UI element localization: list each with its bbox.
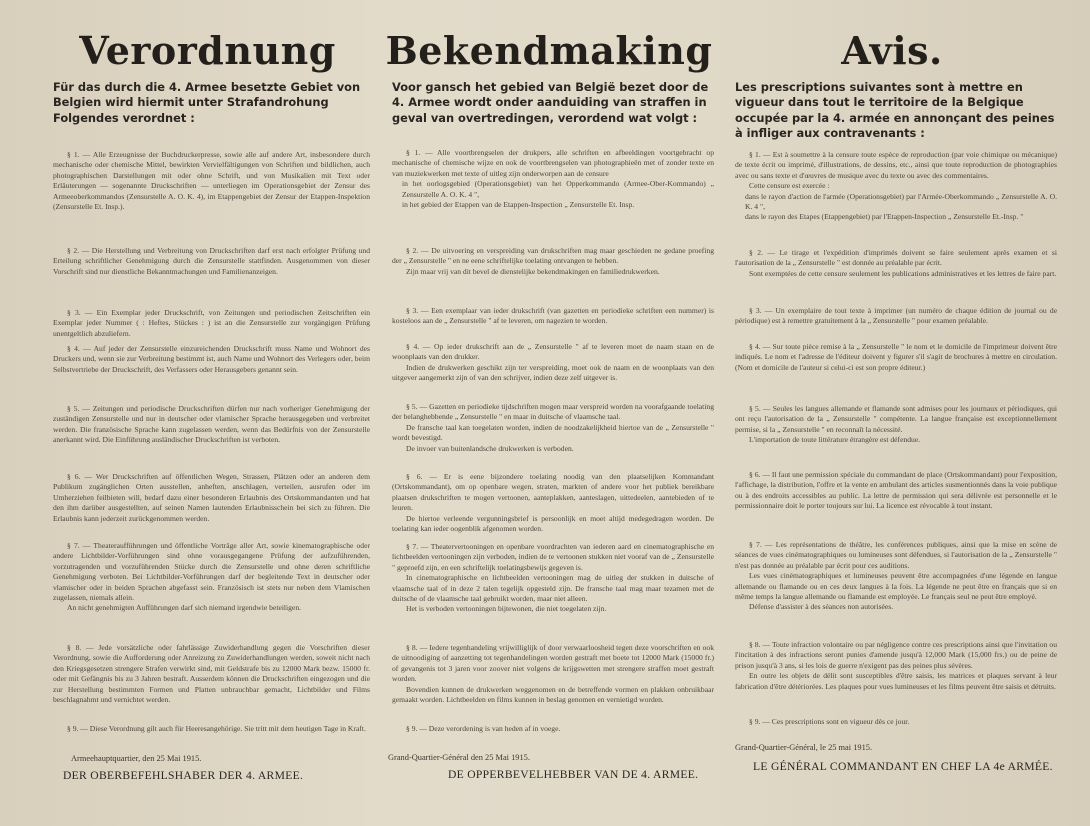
section-1-german <box>53 150 370 212</box>
paragraph: § 3. — Un exemplaire de tout texte à imprimer (un numéro de chaque édition de journal ou de périodique) est à remettre gratuitement à la „ Zensurstelle " pour examen préalable. <box>735 306 1057 326</box>
signature-german: DER OBERBEFEHLSHABER DER 4. ARMEE. <box>63 769 304 782</box>
section-1-dutch <box>392 148 714 210</box>
paragraph: L'importation de toute littérature étrangère est défendue. <box>749 435 921 445</box>
date-german: Armeehauptquartier, den 25 Mai 1915. <box>71 754 202 763</box>
section-8-french <box>735 640 1057 692</box>
date-french: Grand-Quartier-Général, le 25 mai 1915. <box>735 743 873 752</box>
section-5-german <box>53 404 370 446</box>
section-8-german <box>53 643 370 705</box>
paragraph: § 6. — Er is eene bijzondere toelating noodig van den plaatselijken Kommandant (Ortskommandant), om op openbare wegen, straten, markten of andere voor het publiek bereikbare plaatsen drukschriften te mogen vertoonen, aanteplakken, aanteslagen, uittedeelen, aantebieden of te leuren. <box>392 472 714 513</box>
section-3-german <box>53 308 370 339</box>
intro-german: Für das durch die 4. Armee besetzte Gebiet von Belgien wird hiermit unter Strafandrohung Folgendes verordnet : <box>53 80 361 125</box>
paragraph: Bovendien kunnen de drukwerken weggenomen en de betreffende vormen en plakken onbruikbaar gemaakt worden. Lichtbeelden en films kunnen in beslag genomen en vernietigd worden. <box>392 684 714 705</box>
title-dutch: Bekendmaking <box>385 28 713 73</box>
paragraph: § 1. — Est à soumettre à la censure toute espèce de reproduction (par voie chimique ou mécanique) de texte écrit ou imprimé, d'illustrations, de dessins, etc., ainsi que toute reproduction de photographies avec ou sans texte et d'œuvres de musique avec du texte ou avec des commentaires. <box>735 150 1057 180</box>
paragraph: § 6. — Il faut une permission spéciale du commandant de place (Ortskommandant) pour l'exposition, l'affichage, la distribution, l'offre et la vente en ambulant des articles susmentionnés dans la voie publique ou à des endroits accessibles au public. La lettre de permission qui sera délivrée est personnelle et le permissionnaire doit le porter toujours sur lui. La licence est révocable à tout instant. <box>735 470 1057 511</box>
paragraph: Défense d'assister à des séances non autorisées. <box>749 602 894 612</box>
paragraph: De invoer van buitenlandsche drukwerken is verboden. <box>406 443 574 453</box>
paragraph: § 3. — Ein Exemplar jeder Druckschrift, von Zeitungen und periodischen Zeitschriften ein Exemplar jeder Nummer ( : Heftes, Stückes : ) ist an die Zensurstelle zur vorgängigen Prüfung unentgeltlich abzuliefern. <box>53 308 370 338</box>
section-2-french <box>735 248 1057 279</box>
paragraph: in het gebied der Etappen van de Etappen-Inspection „ Zensurstelle Et. Insp. <box>402 200 635 210</box>
section-4-dutch <box>392 342 714 384</box>
section-5-french <box>735 404 1057 446</box>
paragraph: § 3. — Een exemplaar van ieder drukschrift (van gazetten en periodieke schriften een nummer) is kosteloos aan de „ Zensurstelle " af te leveren, om nagezien te worden. <box>392 306 714 326</box>
paragraph: § 1. — Alle Erzeugnisse der Buchdruckerpresse, sowie alle auf andere Art, insbesondere durch mechanische oder chemische Mittel, bewirkten Vervielfältigungen von Schriften und bildlichen, auch photographischen Darstellungen mit oder ohne Schrift, und von Musikalien mit Text oder Erläuterungen — sogenannte Druckschriften — unterliegen im Operationsgebiet der Zensur des Armeeoberkommandos (Zensurstelle A. O. K. 4), im Etappengebiet der Zensur der Etappen-Inspektion (Zensurstelle Et. Insp.). <box>53 150 370 212</box>
section-8-dutch <box>392 643 714 705</box>
paragraph: § 5. — Gazetten en periodieke tijdschriften mogen maar verspreid worden na voorafgaande toelating der belanghebbende „ Zensurstelle " en maar in duitsche of vlaamsche taal. <box>392 402 714 422</box>
paragraph: § 7. — Les représentations de théâtre, les conférences publiques, ainsi que la mise en scène de séances de vues cinématographiques ou lumineuses sont défendues, si l'autorisation de la „ Zensurstelle " n'est pas donnée au préalable par écrit pour ces auditions. <box>735 540 1057 570</box>
paragraph: § 9. — Ces prescriptions sont en vigueur dès ce jour. <box>749 717 910 726</box>
paragraph: § 2. — Die Herstellung und Verbreitung von Druckschriften darf erst nach erfolgter Prüfung und Erteilung schriftlicher Genehmigung durch die Zensurstelle stattfinden. Ausgenommen von dieser Vorschrift sind nur dienstliche Bekanntmachungen und Familienanzeigen. <box>53 246 370 276</box>
signature-dutch: DE OPPERBEVELHEBBER VAN DE 4. ARMEE. <box>448 768 699 781</box>
paragraph: in het oorlogsgebied (Operationsgebiet) van het Opperkommando (Armee-Ober-Kommando) „ Zensurstelle A. O. K. 4 ", <box>402 179 714 199</box>
signature-french: LE GÉNÉRAL COMMANDANT EN CHEF LA 4e ARMÉE. <box>753 760 1053 773</box>
section-2-german <box>53 246 370 277</box>
section-6-french <box>735 470 1057 512</box>
intro-french: Les prescriptions suivantes sont à mettre en vigueur dans tout le territoire de la Belgique occupée par la 4. armée en annonçant des peines à infliger aux contravenants : <box>735 80 1055 141</box>
section-3-dutch <box>392 306 714 327</box>
paragraph: De fransche taal kan toegelaten worden, indien de noodzakelijkheid hiertoe van de „ Zensurstelle " wordt bevestigd. <box>392 422 714 443</box>
paragraph: § 4. — Auf jeder der Zensurstelle einzureichenden Druckschrift muss Name und Wohnort des Druckers und, wenn sie zur Verbreitung bestimmt ist, auch Name und Wohnort des Verlegers oder, beim Selbstvertriebe der Druckschrift, des Verfassers oder Herausgebers genannt sein. <box>53 344 370 374</box>
title-german: Verordnung <box>79 28 336 73</box>
paragraph: De hiertoe verleende vergunningsbrief is persoonlijk en moet altijd medegedragen worden. De toelating kan ieder oogenblik afgenomen worden. <box>392 513 714 534</box>
section-9-dutch <box>392 724 714 734</box>
section-2-dutch <box>392 246 714 277</box>
section-7-german <box>53 541 370 614</box>
column-german <box>45 0 370 826</box>
paragraph: § 6. — Wer Druckschriften auf öffentlichen Wegen, Strassen, Plätzen oder an anderen dem Publikum zugänglichen Orten ausstellen, anheften, anschlagen, verteilen, ausrufen oder im Umherziehen feilbieten will, bedarf dazu einer besonderen Erlaubnis des Ortskommandanten und hat den ihm darüber ausgestellten, auf seinen Namen lautenden Erlaubnisschein bei sich zu führen. Die Erlaubnis kann jederzeit zurückgenommen werden. <box>53 472 370 523</box>
section-6-german <box>53 472 370 524</box>
paragraph: § 1. — Alle voortbrengselen der drukpers, alle schriften en afbeeldingen voortgebracht op mechanische of chemische wijze en ook de voortbrengselen van photographieën met of zonder texte en van muziekwerken met texte of uitleg zijn onderworpen aan de censure <box>392 148 714 178</box>
paragraph: § 7. — Theateraufführungen und öffentliche Vorträge aller Art, sowie kinematographische oder andere Lichtbilder-Vorführungen sind ohne vorausgegangene Prüfung der aufzuführenden, vorzutragenden und vorzuführenden Stücke durch die Zensurstelle und ohne deren schriftliche Genehmigung verboten. Bei Lichtbilder-Vorführungen darf der begleitende Text in deutscher oder vlamischer oder in beiden Sprachen abgefasst sein. Französisch ist stets nur neben dem Vlamischen zugelassen, niemals allein. <box>53 541 370 603</box>
section-4-german <box>53 344 370 375</box>
paragraph: § 8. — Toute infraction volontaire ou par négligence contre ces prescriptions ainsi que l'invitation ou l'incitation à des infractions seront punies d'amende jusqu'à 12,000 Mark (15,000 frs.) ou de peine de prison jusqu'à 3 ans, si les lois de guerre n'exigent pas des peines plus sévères. <box>735 640 1057 670</box>
section-7-dutch <box>392 542 714 615</box>
section-3-french <box>735 306 1057 327</box>
paragraph: § 5. — Zeitungen und periodische Druckschriften dürfen nur nach vorheriger Genehmigung der zuständigen Zensurstelle und nur in deutscher oder vlamischer Sprache herausgegeben und verbreitet werden. Die französische Sprache kann zugelassen werden, wenn das Bedürfnis von der Zensurstelle anerkannt wird. Die Einführung ausländischer Druckschriften ist verboten. <box>53 404 370 445</box>
paragraph: § 9. — Deze verordening is van heden af in voege. <box>406 724 561 733</box>
paragraph: § 2. — De uitvoering en verspreiding van drukschriften mag maar geschieden ne gedane proefing der „ Zensurstelle " en ne eene schriftelijke toelating ontvangen te hebben. <box>392 246 714 266</box>
paragraph: Indien de drukwerken geschikt zijn ter verspreiding, moet ook de naam en de woonplaats van den uitgever aangemerkt zijn of van den schrijver, indien deze zelf uitgever is. <box>392 362 714 383</box>
section-7-french <box>735 540 1057 613</box>
intro-dutch: Voor gansch het gebied van België bezet door de 4. Armee wordt onder aanduiding van straffen in geval van overtredingen, verordend wat volgt : <box>392 80 709 125</box>
paragraph: In cinematographische en lichtbeelden vertooningen mag de uitleg der stukken in duitsche of vlaamsche taal of in deze 2 talen tegelijk opgesteld zijn. De fransche taal mag maar tezamen met de duitsche of de vlaamsche taal gebruikt worden, maar niet alleen. <box>392 573 714 604</box>
section-5-dutch <box>392 402 714 454</box>
paragraph: Het is verboden vertooningen bijtewonen, die niet toegelaten zijn. <box>406 604 607 614</box>
column-dutch <box>384 0 714 826</box>
paragraph: § 5. — Seules les langues allemande et flamande sont admises pour les journaux et périodiques, qui ont reçu l'autorisation de la „ Zensurstelle " compétente. La langue française est exceptionnellement permise, si la „ Zensurstelle " en reconnaît la nécessité. <box>735 404 1057 434</box>
paragraph: § 7. — Theatervertooningen en openbare voordrachten van iederen aard en cinematographische en lichtbeelden vertooningen zijn verboden, indien de te vertoonen stukken niet vooraf van de „ Zensurstelle " geproefd zijn, en een schriftelijk toelatingsbewijs gegeven is. <box>392 542 714 572</box>
paragraph: § 9. — Diese Verordnung gilt auch für Heeresangehörige. Sie tritt mit dem heutigen Tage in Kraft. <box>67 724 366 733</box>
section-4-french <box>735 342 1057 373</box>
section-6-dutch <box>392 472 714 534</box>
paragraph: An nicht genehmigten Aufführungen darf sich niemand irgendwie beteiligen. <box>67 603 302 613</box>
title-french: Avis. <box>841 28 943 73</box>
section-9-german <box>53 724 370 734</box>
paragraph: § 8. — Jede vorsätzliche oder fahrlässige Zuwiderhandlung gegen die Vorschriften dieser Verordnung, sowie die Aufforderung oder Anreizung zu Zuwiderhandlungen werden, soweit nicht nach den Kriegsgesetzen strengere Strafen verwirkt sind, mit Geldstrafe bis zu 12000 Mark bezw. 15000 fr. oder mit Gefängnis bis zu 3 Jahren bestraft. Ausserdem können die Druckschriften eingezogen und die zur Herstellung bestimmten Formen und Platten unbrauchbar gemacht, Lichtbilder und Films beschlagnahmt und vernichtet werden. <box>53 643 370 705</box>
paragraph: Cette censure est exercée : <box>749 181 830 191</box>
paragraph: Sont exemptées de cette censure seulement les publications administratives et les lettres de faire part. <box>749 268 1057 278</box>
paragraph: Les vues cinématographiques et lumineuses peuvent être accompagnées d'une légende en langue allemande ou flamande ou en ces deux langues à la fois. La légende ne peut être en français que si en même temps la langue allemande ou flamande est employée. Le français seul ne peut être employé. <box>735 571 1057 602</box>
paragraph: En outre les objets de délit sont susceptibles d'être saisis, les matrices et plaques servant à leur fabrication d'être détériorées. Les plaques pour vues lumineuses et les films peuvent être saisis et détruits. <box>735 671 1057 691</box>
date-dutch: Grand-Quartier-Général den 25 Mai 1915. <box>388 753 530 762</box>
paragraph: Zijn maar vrij van dit bevel de dienstelijke bekendmakingen en familiedrukwerken. <box>406 266 660 276</box>
column-french <box>727 0 1057 826</box>
section-1-french <box>735 150 1057 223</box>
paragraph: dans le rayon d'action de l'armée (Operationsgebiet) par l'Armée-Oberkommando „ Zensurstelle A. O. K. 4 ", <box>745 191 1057 212</box>
paragraph: § 4. — Sur toute pièce remise à la „ Zensurstelle " le nom et le domicile de l'imprimeur doivent être indiqués. Le nom et l'adresse de l'éditeur doivent y figurer s'il s'agit de brochures à mettre en circulation. (Nom et domicile de l'auteur si celui-ci est son propre éditeur.) <box>735 342 1057 372</box>
paragraph: dans le rayon des Etapes (Etappengebiet) par l'Etappen-Inspection „ Zensurstelle Et.-Insp. " <box>745 212 1024 222</box>
section-9-french <box>735 717 1057 727</box>
paragraph: § 4. — Op ieder drukschrift aan de „ Zensurstelle " af te leveren moet de naam staan en de woonplaats van den drukker. <box>392 342 714 362</box>
paragraph: § 8. — Iedere tegenhandeling vrijwilliglijk of door verwaarloosheid tegen deze voorschriften en ook de uitnoodiging of aanzetting tot tegenhandelingen worden gestraft met boete tot 12000 Mark (15000 fr.) of gevangenis tot 3 jaren voor zoover niet volgens de krijgswetten met strengere straffen moet gestraft worden. <box>392 643 714 684</box>
paragraph: § 2. — Le tirage et l'expédition d'imprimés doivent se faire seulement après examen et si l'autorisation de la „ Zensurstelle " est donnée au préalable par écrit. <box>735 248 1057 268</box>
